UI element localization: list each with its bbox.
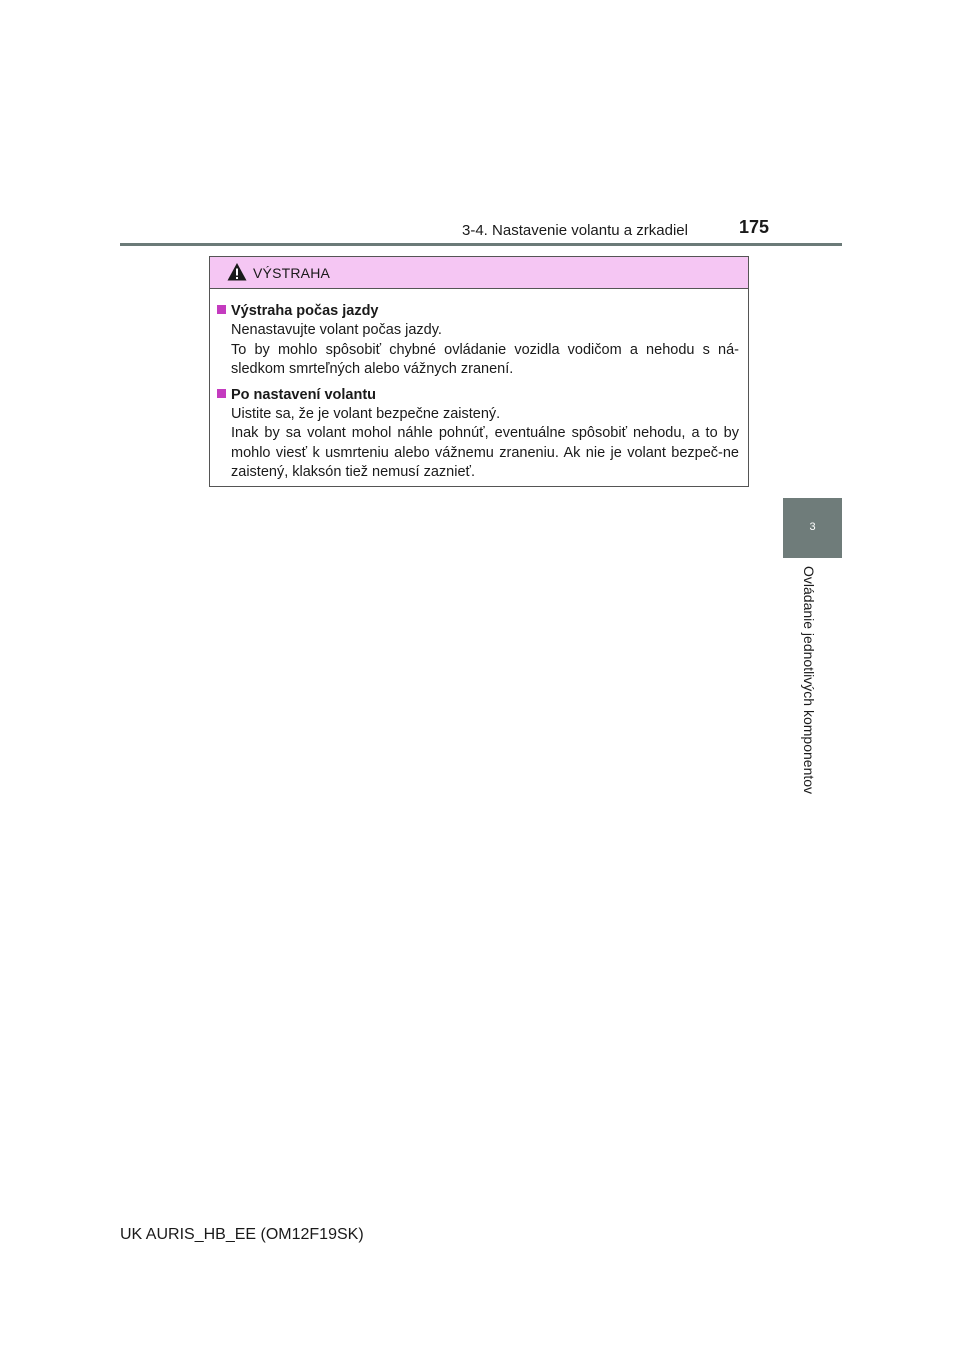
warning-paragraph: To by mohlo spôsobiť chybné ovládanie vozidla vodičom a nehodu s ná-sledkom smrteľných alebo vážnych zranení. — [231, 341, 739, 377]
warning-item-text — [217, 405, 739, 483]
warning-header — [210, 257, 748, 289]
warning-paragraph: Uistite sa, že je volant bezpečne zaistený. — [231, 405, 501, 422]
warning-item-driving — [217, 301, 739, 380]
bullet-square-icon — [217, 389, 226, 398]
warning-triangle-icon — [227, 262, 247, 282]
warning-item-title: Po nastavení volantu — [231, 386, 377, 403]
warning-paragraph: Nenastavujte volant počas jazdy. — [231, 322, 442, 338]
warning-item-title: Výstraha počas jazdy — [231, 303, 379, 319]
section-title: 3-4. Nastavenie volantu a zrkadiel — [462, 222, 688, 239]
header-divider — [120, 243, 842, 246]
chapter-tab — [783, 498, 842, 558]
warning-item-after-adjust — [217, 385, 739, 483]
bullet-square-icon — [217, 305, 226, 314]
document-code: UK AURIS_HB_EE (OM12F19SK) — [120, 1226, 364, 1243]
warning-item-text — [217, 321, 739, 380]
page-number: 175 — [739, 217, 770, 237]
chapter-tab-number: 3 — [809, 521, 816, 533]
warning-body — [210, 289, 748, 483]
warning-box — [209, 256, 749, 487]
warning-paragraph: Inak by sa volant mohol náhle pohnúť, eventuálne spôsobiť nehodu, a to by mohlo viesť k usmrteniu alebo vážnemu zraneniu. Ak nie je volant bezpeč-ne zaistený, klaksón tiež nemusí zaznieť. — [231, 425, 739, 480]
chapter-tab-label: Ovládanie jednotlivých komponentov — [801, 566, 817, 795]
warning-title: VÝSTRAHA — [253, 265, 331, 281]
